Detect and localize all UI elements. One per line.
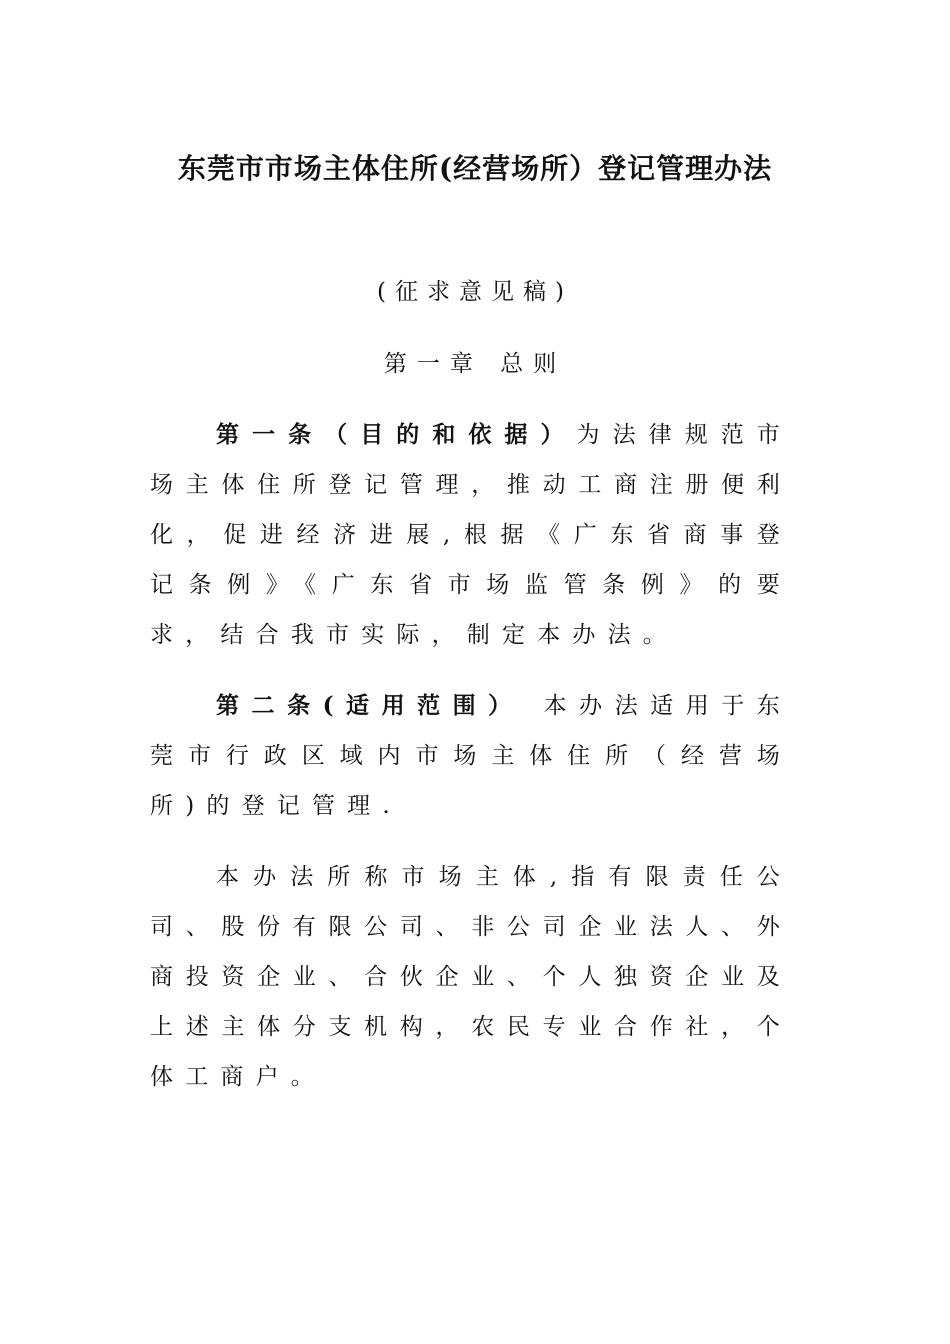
article-1-text: 为法律规范市场主体住所登记管理，推动工商注册便利化，促进经济进展,根据《广东省商事登记条例》《广东省市场监管条例》的要求，结合我市实际，制定本办法。: [150, 422, 792, 648]
article-2: [150, 681, 792, 831]
article-2-text: 本办法适用于东莞市行政区域内市场主体住所（经营场所)的登记管理.: [150, 693, 792, 819]
article-2-lead: 第二条(适用范围）: [216, 692, 524, 719]
article-1: [150, 410, 792, 660]
document-subtitle: (征求意见稿): [377, 279, 573, 305]
article-1-lead: 第一条（目的和依据）: [216, 421, 577, 448]
article-2-paragraph-2: [150, 852, 792, 1102]
chapter-heading: 第一章 总则: [383, 351, 567, 377]
article-2-paragraph-2-text: 本办法所称市场主体,指有限责任公司、股份有限公司、非公司企业法人、外商投资企业、合伙企业、个人独资企业及上述主体分支机构，农民专业合作社，个体工商户。: [150, 864, 792, 1090]
document-title: 东莞市市场主体住所(经营场所）登记管理办法: [177, 152, 773, 185]
